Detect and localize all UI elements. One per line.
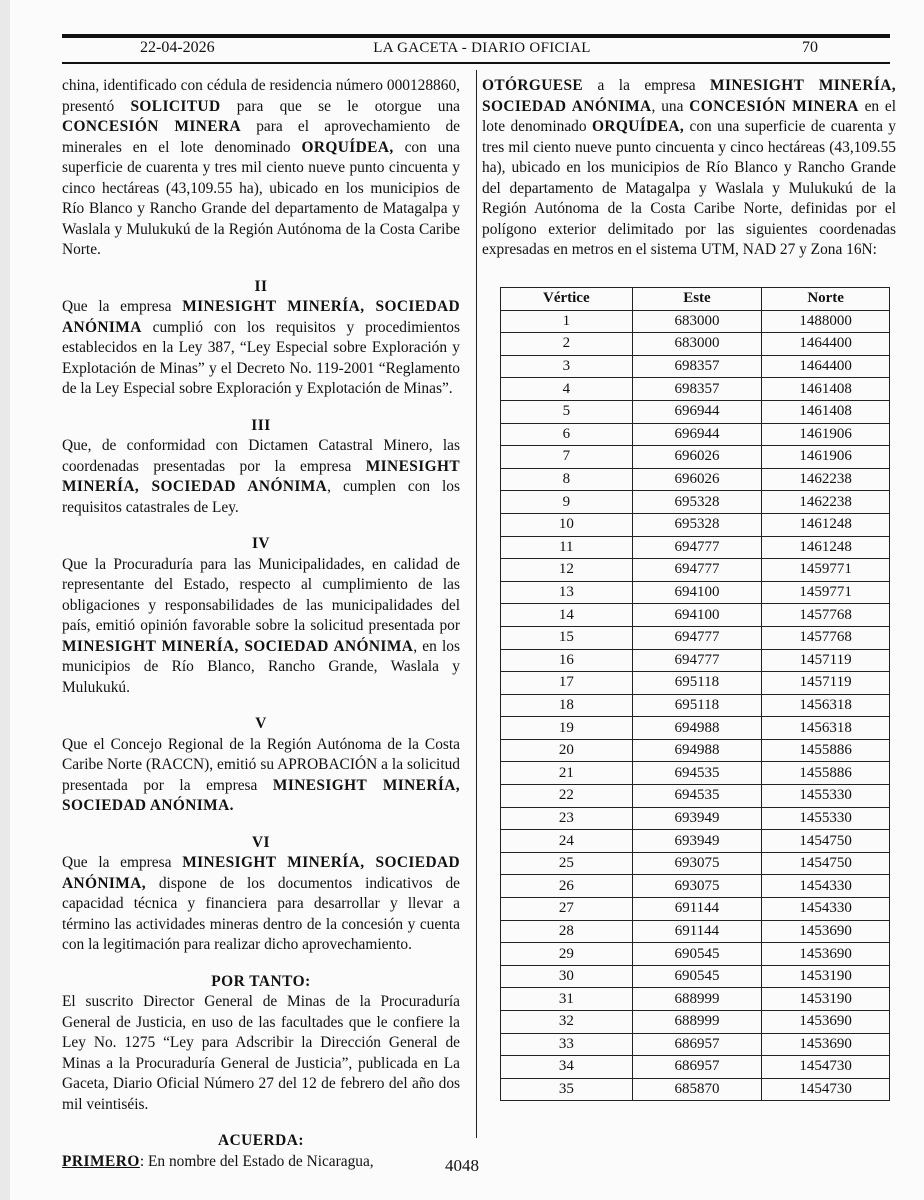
cell-este: 694100 (632, 604, 762, 627)
table-header-row (501, 288, 890, 311)
text: china, identificado con cédula de residencia número 000128860, presentó (62, 77, 460, 115)
cell-este: 695118 (632, 694, 762, 717)
cell-este: 694988 (632, 717, 762, 740)
header-date: 22-04-2026 (140, 39, 215, 56)
cell-este: 693075 (632, 875, 762, 898)
section-heading-6: VI (251, 833, 271, 851)
cell-este: 694777 (632, 559, 762, 582)
cell-este: 690545 (632, 943, 762, 966)
paragraph-4 (62, 555, 460, 699)
coordinates-table (500, 287, 890, 1101)
text-bold: MINESIGHT MINERÍA, SOCIEDAD ANÓNIMA (482, 77, 896, 115)
table-row (501, 559, 890, 582)
cell-vertice: 15 (501, 626, 633, 649)
cell-norte: 1488000 (762, 310, 890, 333)
cell-este: 688999 (632, 988, 762, 1011)
cell-norte: 1457768 (762, 604, 890, 627)
paragraph-otorguese (482, 76, 896, 261)
section-heading-por-tanto: POR TANTO: (211, 972, 311, 990)
table-row (501, 1078, 890, 1101)
cell-norte: 1454730 (762, 1056, 890, 1079)
text: para que se le otorgue una (220, 97, 460, 115)
cell-vertice: 32 (501, 1011, 633, 1034)
table-row (501, 1056, 890, 1079)
paragraph-intro (62, 76, 460, 261)
text: con una superficie de cuarenta y tres mil ciento nueve punto cincuenta y cinco hectáreas (43,109.55 ha), ubicado en los municipios de Río Blanco y Rancho Grande del departamento de Matagalpa y Waslala y Mulukukú de la Región Autónoma de la Costa Caribe Norte, definidas por el polígono exterior delimitado por las siguientes coordenadas expresadas en metros en el sistema UTM, NAD 27 y Zona 16N: (482, 118, 897, 258)
cell-norte: 1455330 (762, 785, 890, 808)
cell-norte: 1454330 (762, 875, 890, 898)
cell-este: 698357 (632, 378, 762, 401)
cell-este: 694100 (632, 581, 762, 604)
cell-norte: 1456318 (762, 694, 890, 717)
cell-norte: 1461906 (762, 446, 890, 469)
section-heading-5: V (255, 715, 267, 732)
text: Que la empresa (62, 298, 183, 315)
column-divider (476, 70, 477, 1138)
table-row (501, 491, 890, 514)
table-row (501, 581, 890, 604)
text: Que el Concejo Regional de la Región Autónoma de la Costa Caribe Norte (RACCN), emitió su APROBACIÓN a la solicitud presentada por la empresa (62, 735, 460, 794)
table-row (501, 355, 890, 378)
table-row (501, 1033, 890, 1056)
text: , cumplen con los requisitos catastrales de Ley. (62, 478, 460, 516)
cell-norte: 1455886 (762, 762, 890, 785)
cell-este: 694777 (632, 626, 762, 649)
text-underline-bold: PRIMERO (62, 1152, 140, 1170)
cell-vertice: 31 (501, 988, 633, 1011)
cell-este: 691144 (632, 920, 762, 943)
cell-este: 698357 (632, 355, 762, 378)
cell-vertice: 23 (501, 807, 633, 830)
cell-vertice: 5 (501, 400, 633, 423)
text-bold: MINESIGHT MINERÍA, SOCIEDAD ANÓNIMA, (62, 854, 461, 892)
cell-norte: 1454750 (762, 852, 890, 875)
section-heading-3: III (251, 416, 271, 434)
cell-norte: 1457119 (762, 672, 890, 695)
cell-norte: 1453690 (762, 1011, 890, 1034)
cell-norte: 1454730 (762, 1078, 890, 1101)
cell-este: 694777 (632, 536, 762, 559)
table-row (501, 649, 890, 672)
table-row (501, 513, 890, 536)
text-bold: CONCESIÓN MINERA (689, 97, 859, 115)
header-rule-top (62, 34, 890, 38)
text: : En nombre del Estado de Nicaragua, (139, 1152, 374, 1170)
cell-vertice: 16 (501, 649, 633, 672)
cell-vertice: 12 (501, 559, 633, 582)
cell-norte: 1459771 (762, 559, 890, 582)
header-page-number: 70 (802, 39, 818, 56)
cell-este: 686957 (632, 1033, 762, 1056)
cell-vertice: 17 (501, 672, 633, 695)
text-bold: ORQUÍDEA, (301, 138, 394, 156)
table-row (501, 762, 890, 785)
cell-vertice: 1 (501, 310, 633, 333)
text: Que, de conformidad con Dictamen Catastral Minero, las coordenadas presentadas por la empresa (62, 437, 460, 475)
text-bold: MINESIGHT MINERÍA, SOCIEDAD ANÓNIMA (62, 637, 414, 655)
table-row (501, 446, 890, 469)
column-header-norte: Norte (762, 288, 890, 311)
cell-vertice: 27 (501, 898, 633, 921)
cell-vertice: 9 (501, 491, 633, 514)
cell-vertice: 22 (501, 785, 633, 808)
cell-este: 696944 (632, 400, 762, 423)
cell-vertice: 24 (501, 830, 633, 853)
cell-norte: 1454330 (762, 898, 890, 921)
cell-vertice: 3 (501, 355, 633, 378)
table-row (501, 400, 890, 423)
cell-vertice: 6 (501, 423, 633, 446)
table-row (501, 852, 890, 875)
cell-vertice: 26 (501, 875, 633, 898)
cell-este: 694988 (632, 739, 762, 762)
table-row (501, 807, 890, 830)
table-row (501, 965, 890, 988)
cell-vertice: 19 (501, 717, 633, 740)
cell-este: 695118 (632, 672, 762, 695)
column-header-este: Este (632, 288, 762, 311)
cell-vertice: 11 (501, 536, 633, 559)
cell-este: 694777 (632, 649, 762, 672)
cell-norte: 1464400 (762, 333, 890, 356)
table-row (501, 310, 890, 333)
cell-norte: 1461248 (762, 513, 890, 536)
cell-norte: 1453690 (762, 943, 890, 966)
cell-norte: 1454750 (762, 830, 890, 853)
paragraph-2 (62, 297, 460, 400)
header-rule-bottom (62, 62, 890, 64)
cell-este: 693949 (632, 807, 762, 830)
cell-norte: 1455330 (762, 807, 890, 830)
cell-norte: 1457119 (762, 649, 890, 672)
table-row (501, 785, 890, 808)
paragraph-por-tanto: El suscrito Director General de Minas de la Procuraduría General de Justicia, en uso de las facultades que le confiere la Ley No. 1275 “Ley para Adscribir la Dirección General de Minas a la Procuraduría General de Justicia”, publicada en La Gaceta, Diario Oficial Número 27 del 12 de febrero del año dos mil veintiséis. (62, 993, 460, 1113)
cell-este: 685870 (632, 1078, 762, 1101)
table-row (501, 1011, 890, 1034)
cell-este: 690545 (632, 965, 762, 988)
cell-este: 693075 (632, 852, 762, 875)
text-bold: MINESIGHT MINERÍA, SOCIEDAD ANÓNIMA (62, 298, 461, 336)
cell-norte: 1453690 (762, 1033, 890, 1056)
table-row (501, 333, 890, 356)
cell-vertice: 25 (501, 852, 633, 875)
header-title: LA GACETA - DIARIO OFICIAL (373, 40, 591, 56)
cell-norte: 1456318 (762, 717, 890, 740)
text-bold: MINESIGHT MINERÍA, SOCIEDAD ANÓNIMA (62, 457, 460, 495)
cell-este: 695328 (632, 491, 762, 514)
text: , en los municipios de Río Blanco, Rancho Grande, Waslala y Mulukukú. (62, 637, 460, 696)
table-row (501, 898, 890, 921)
text: Que la Procuraduría para las Municipalidades, en calidad de representante del Estado, respecto al cumplimiento de las obligaciones y responsabilidades de las municipalidades del país, emitió opinión favorable sobre la solicitud presentada por (62, 555, 460, 634)
footer-number: 4048 (445, 1156, 479, 1175)
text: con una superficie de cuarenta y tres mil ciento nueve punto cincuenta y cinco hectáreas (43,109.55 ha), ubicado en los municipios de Río Blanco y Rancho Grande del departamento de Matagalpa y Waslala y Mulukukú de la Región Autónoma de la Costa Caribe Norte. (62, 138, 461, 258)
text: dispone de los documentos indicativos de capacidad técnica y financiera para desarrollar y llevar a término las actividades mineras dentro de la concesión y cuenta con la legitimación para realizar dicho aprovechamiento. (62, 874, 460, 953)
cell-norte: 1461248 (762, 536, 890, 559)
cell-norte: 1453190 (762, 988, 890, 1011)
cell-vertice: 4 (501, 378, 633, 401)
table-row (501, 943, 890, 966)
cell-norte: 1461906 (762, 423, 890, 446)
cell-vertice: 10 (501, 513, 633, 536)
cell-este: 683000 (632, 310, 762, 333)
table-row (501, 604, 890, 627)
text-bold: SOLICITUD (130, 97, 221, 115)
cell-vertice: 30 (501, 965, 633, 988)
paragraph-3 (62, 436, 460, 518)
cell-norte: 1462238 (762, 491, 890, 514)
cell-vertice: 33 (501, 1033, 633, 1056)
table-row (501, 694, 890, 717)
table-row (501, 536, 890, 559)
cell-norte: 1453190 (762, 965, 890, 988)
cell-norte: 1464400 (762, 355, 890, 378)
text-bold: ORQUÍDEA, (591, 118, 685, 135)
cell-vertice: 13 (501, 581, 633, 604)
cell-norte: 1455886 (762, 739, 890, 762)
table-row (501, 626, 890, 649)
cell-este: 688999 (632, 1011, 762, 1034)
table-row (501, 875, 890, 898)
cell-vertice: 35 (501, 1078, 633, 1101)
cell-este: 694535 (632, 785, 762, 808)
cell-norte: 1453690 (762, 920, 890, 943)
cell-norte: 1459771 (762, 581, 890, 604)
cell-vertice: 7 (501, 446, 633, 469)
text-bold: CONCESIÓN MINERA (62, 118, 241, 135)
section-heading-4: IV (251, 535, 271, 552)
table-body (501, 310, 890, 1101)
table-row (501, 672, 890, 695)
text: , una (651, 97, 690, 115)
paragraph-5 (62, 735, 460, 817)
cell-vertice: 2 (501, 333, 633, 356)
table-row (501, 920, 890, 943)
text: Que la empresa (62, 854, 183, 871)
cell-vertice: 14 (501, 604, 633, 627)
table-row (501, 739, 890, 762)
cell-este: 691144 (632, 898, 762, 921)
text: a la empresa (583, 77, 711, 94)
table-row (501, 378, 890, 401)
paragraph-6 (62, 853, 460, 956)
text-bold: OTÓRGUESE (482, 77, 584, 94)
table-row (501, 830, 890, 853)
cell-vertice: 20 (501, 739, 633, 762)
table-row (501, 423, 890, 446)
cell-vertice: 29 (501, 943, 633, 966)
cell-vertice: 18 (501, 694, 633, 717)
page-header (62, 34, 890, 66)
left-column (62, 76, 460, 1172)
right-column (482, 76, 896, 261)
cell-norte: 1461408 (762, 400, 890, 423)
cell-norte: 1461408 (762, 378, 890, 401)
cell-norte: 1462238 (762, 468, 890, 491)
cell-vertice: 8 (501, 468, 633, 491)
text-bold: MINESIGHT MINERÍA, SOCIEDAD ANÓNIMA. (62, 776, 460, 814)
cell-este: 686957 (632, 1056, 762, 1079)
cell-este: 696026 (632, 446, 762, 469)
text: para el aprovechamiento de minerales en el lote denominado (62, 118, 461, 156)
cell-este: 694535 (632, 762, 762, 785)
cell-este: 695328 (632, 513, 762, 536)
cell-este: 693949 (632, 830, 762, 853)
cell-norte: 1457768 (762, 626, 890, 649)
cell-vertice: 28 (501, 920, 633, 943)
table-row (501, 468, 890, 491)
section-heading-acuerda: ACUERDA: (217, 1132, 305, 1149)
cell-vertice: 34 (501, 1056, 633, 1079)
cell-este: 696026 (632, 468, 762, 491)
cell-vertice: 21 (501, 762, 633, 785)
table-row (501, 988, 890, 1011)
page-edge-shadow (0, 0, 10, 1200)
section-heading-2: II (254, 277, 268, 295)
cell-este: 696944 (632, 423, 762, 446)
cell-este: 683000 (632, 333, 762, 356)
text: cumplió con los requisitos y procedimientos establecidos en la Ley 387, “Ley Especial sobre Exploración y Explotación de Minas” y el Decreto No. 119-2001 “Reglamento de la Ley Especial sobre Exploración y Explotación de Minas”. (62, 318, 460, 397)
table-row (501, 717, 890, 740)
column-header-vertice: Vértice (501, 288, 633, 311)
text: en el lote denominado (482, 97, 896, 135)
